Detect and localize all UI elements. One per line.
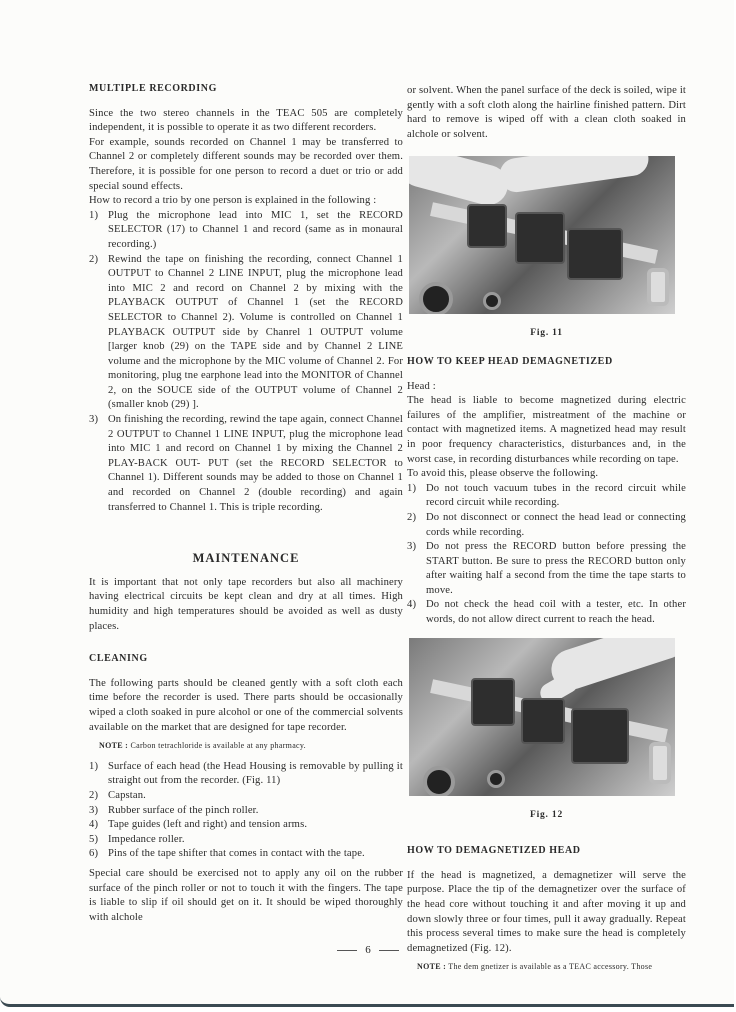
list-number: 4)	[407, 599, 417, 611]
note-label: NOTE :	[99, 741, 129, 751]
page-footer	[0, 944, 736, 956]
list-text: Capstan.	[108, 789, 146, 801]
section-heading-multiple-recording: MULTIPLE RECORDING	[89, 83, 217, 94]
paragraph: The head is liable to become magnetized during electric failures of the amplifier, mistreatment of the machine or contact with magnetized items. A magnetized head may result in poor frequency characteristics, disturbances and, in the worst case, in recording disturbances while recording on tape.	[407, 395, 686, 465]
right-column	[407, 84, 686, 981]
figure-11-photo	[409, 156, 675, 314]
list-item	[407, 511, 686, 540]
list-item	[89, 760, 403, 789]
list-text: Do not check the head coil with a tester, etc. In other words, do not allow direct current to reach the head.	[426, 599, 686, 626]
note-text: The dem gnetizer is available as a TEAC accessory. Those	[448, 962, 653, 972]
figure-12-caption: Fig. 12	[529, 809, 564, 820]
paragraph: Since the two stereo channels in the TEAC 505 are completely independent, it is possible to operate it as two different recorders.	[89, 107, 403, 134]
figure-11-caption: Fig. 11	[530, 328, 563, 339]
list-item	[89, 253, 403, 414]
list-number: 3)	[89, 804, 99, 816]
list-text: Pins of the tape shifter that comes in contact with the tape.	[108, 848, 365, 860]
list-text: Plug the microphone lead into MIC 1, set the RECORD SELECTOR (17) to Channel 1 and record (same as in monaural recording.)	[108, 209, 403, 250]
list-text: Rubber surface of the pinch roller.	[108, 804, 259, 816]
list-number: 5)	[89, 833, 99, 845]
list-number: 2)	[407, 511, 417, 523]
list-text: Surface of each head (the Head Housing is removable by pulling it straight out from the recorder. (Fig. 11)	[108, 760, 403, 787]
list-number: 6)	[89, 848, 99, 860]
page-number: 6	[365, 944, 371, 956]
paragraph: How to record a trio by one person is explained in the following :	[89, 195, 377, 207]
list-item	[89, 209, 403, 253]
left-column	[89, 82, 403, 925]
paragraph: Special care should be exercised not to apply any oil on the rubber surface of the pinch roller or not to touch it with the fingers. The tape is liable to slip if oil should get on it. It should be wiped thoroughly with alchole	[89, 867, 403, 923]
list-item	[89, 847, 403, 862]
list-item	[89, 413, 403, 515]
paragraph: It is important that not only tape recorders but also all machinery having electrical circuits be kept clean and dry at all times. High humidity and high temperatures should be avoided as well as dusty places.	[89, 576, 403, 632]
list-number: 2)	[89, 253, 99, 265]
paragraph: The following parts should be cleaned gently with a soft cloth each time before the recorder is used. There parts should be occasionally wiped a cloth soaked in pure alcohol or one of the commercial solvents available on the market that are designed for tape recorder.	[89, 677, 403, 733]
paragraph: or solvent. When the panel surface of the deck is soiled, wipe it gently with a soft cloth along the hairline finished pattern. Dirt hard to remove is wiped off with a clean cloth soaked in alchole or solvent.	[407, 85, 686, 140]
list-item	[89, 833, 403, 848]
label-text: Head :	[407, 380, 436, 392]
list-text: On finishing the recording, rewind the tape again, connect Channel 2 OUTPUT to Channel 1 LINE INPUT, plug the microphone lead into MIC 1 and record on Channel 1 by mixing the Channel 2 PLAY-BACK OUT- PUT (set the RECORD SELECTOR to Channel 1). Different sounds may be added to those on Channel 1 and recorded on Channel 2 (double recording) and again transferred to Channel 1. This is triple recording.	[108, 414, 403, 513]
list-number: 1)	[89, 760, 99, 772]
list-item	[89, 789, 403, 804]
list-item	[89, 804, 403, 819]
list-item	[407, 540, 686, 598]
list-number: 2)	[89, 789, 99, 801]
paragraph: To avoid this, please observe the following.	[407, 468, 599, 480]
list-text: Do not touch vacuum tubes in the record circuit while record circuit while recording.	[426, 482, 686, 509]
note-text: Carbon tetrachloride is available at any pharmacy.	[130, 741, 306, 751]
list-text: Impedance roller.	[108, 833, 185, 845]
note	[417, 960, 686, 975]
list-number: 3)	[407, 541, 417, 553]
list-text: Rewind the tape on finishing the recording, connect Channel 1 OUTPUT to Channel 2 LINE INPUT, plug the microphone lead into MIC 2 and record on Channel 2 by mixing with the PLAYBACK OUTPUT of Channel 1 (set the RECORD SELECTOR to Channel 2). Volume is controlled on Channel 1 PLAYBACK OUTPUT side by Chanrel 1 OUTPUT volume [larger knob (29) on the TAPE side and by Channel 2 LINE volume and the microphone by the MIC volume of Channel 2. For monitoring, plug tne earphone lead into the MONITOR of Channel 2, on the SOUCE side of the OUTPUT volume of Channel 2 (smaller knob (29) ].	[108, 253, 403, 411]
section-heading-demagnetize: HOW TO DEMAGNETIZED HEAD	[407, 845, 581, 857]
figure-12-photo	[409, 638, 675, 796]
list-text: Do not press the RECORD button before pressing the START button. Be sure to press the RECORD button only after waiting half a second from the time the tape starts to move.	[426, 541, 686, 596]
section-heading-maintenance: MAINTENANCE	[192, 551, 300, 566]
list-item	[407, 482, 686, 511]
list-number: 1)	[407, 482, 417, 494]
list-text: Tape guides (left and right) and tension arms.	[108, 819, 308, 831]
paragraph: If the head is magnetized, a demagnetizer will serve the purpose. Place the tip of the demagnetizer over the surface of the head core without touching it and after moving it up and down slowly three or four times, pull it away gradually. Repeat this process several times to make sure the head is completely demagnetized (Fig. 12).	[407, 869, 686, 954]
section-heading-cleaning: CLEANING	[89, 653, 148, 665]
list-item	[89, 818, 403, 833]
note-label: NOTE :	[417, 962, 447, 972]
note	[99, 739, 403, 754]
list-number: 1)	[89, 209, 99, 221]
divider	[379, 950, 399, 951]
divider	[337, 950, 357, 951]
recording-steps-list	[89, 209, 403, 515]
list-number: 4)	[89, 819, 99, 831]
section-heading-keep-demagnetized: HOW TO KEEP HEAD DEMAGNETIZED	[407, 355, 613, 367]
list-item	[407, 598, 686, 627]
cleaning-parts-list	[89, 760, 403, 862]
list-text: Do not disconnect or connect the head lead or connecting cords while recording.	[426, 511, 686, 538]
list-number: 3)	[89, 414, 99, 426]
paragraph: For example, sounds recorded on Channel 1 may be transferred to Channel 2 or completely different sounds may be recorded over them. Therefore, it is possible for one person to record a duet or trio or add special sound effects.	[89, 136, 403, 192]
precautions-list	[407, 482, 686, 628]
